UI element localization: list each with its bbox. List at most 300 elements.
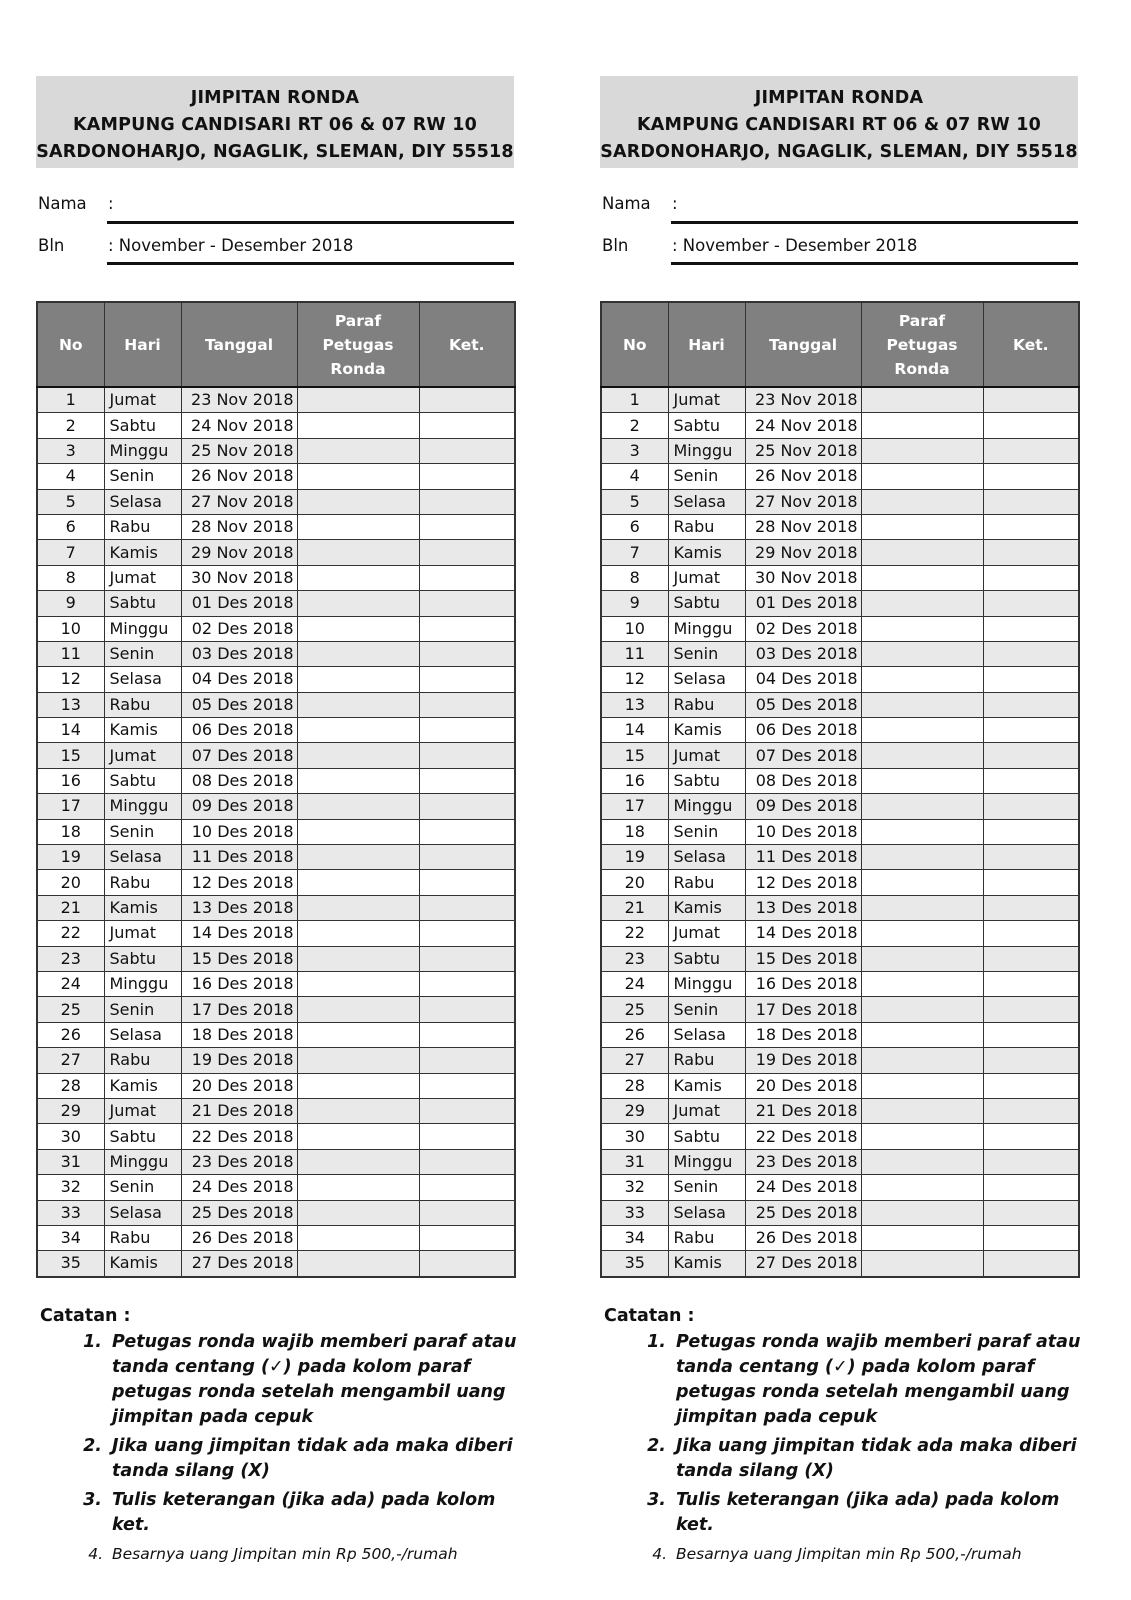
cell-ket[interactable]: [983, 1200, 1079, 1225]
cell-paraf[interactable]: [861, 591, 983, 616]
cell-tanggal: 25 Des 2018: [745, 1200, 861, 1225]
cell-tanggal: 25 Nov 2018: [181, 438, 297, 463]
cell-ket[interactable]: [419, 718, 515, 743]
cell-ket[interactable]: [419, 464, 515, 489]
cell-no: 21: [37, 895, 104, 920]
table-body: [601, 387, 1079, 1277]
cell-hari: Senin: [668, 1175, 745, 1200]
cell-ket[interactable]: [983, 1251, 1079, 1277]
cell-ket[interactable]: [419, 971, 515, 996]
cell-ket[interactable]: [983, 641, 1079, 666]
cell-ket[interactable]: [419, 1251, 515, 1277]
cell-hari: Minggu: [668, 616, 745, 641]
cell-no: 18: [601, 819, 668, 844]
cell-hari: Kamis: [668, 1251, 745, 1277]
cell-no: 34: [601, 1225, 668, 1250]
cell-ket[interactable]: [419, 616, 515, 641]
cell-hari: Jumat: [104, 387, 181, 413]
cell-paraf[interactable]: [861, 641, 983, 666]
month-underline: [107, 262, 514, 265]
cell-paraf[interactable]: [861, 870, 983, 895]
name-label: Nama: [602, 194, 651, 213]
table-row: [37, 845, 515, 870]
table-row: [37, 768, 515, 793]
cell-no: 27: [601, 1048, 668, 1073]
table-row: [37, 667, 515, 692]
cell-paraf[interactable]: [861, 387, 983, 413]
cell-no: 12: [37, 667, 104, 692]
cell-hari: Minggu: [104, 1149, 181, 1174]
cell-ket[interactable]: [983, 692, 1079, 717]
cell-hari: Kamis: [104, 540, 181, 565]
cell-paraf[interactable]: [297, 819, 419, 844]
table-row: [37, 413, 515, 438]
cell-ket[interactable]: [419, 768, 515, 793]
cell-tanggal: 02 Des 2018: [181, 616, 297, 641]
cell-hari: Kamis: [104, 1251, 181, 1277]
cell-paraf[interactable]: [297, 514, 419, 539]
cell-ket[interactable]: [983, 870, 1079, 895]
table-row: [601, 692, 1079, 717]
cell-paraf[interactable]: [297, 946, 419, 971]
cell-paraf[interactable]: [861, 819, 983, 844]
cell-ket[interactable]: [983, 413, 1079, 438]
cell-paraf[interactable]: [297, 1073, 419, 1098]
cell-ket[interactable]: [419, 692, 515, 717]
cell-paraf[interactable]: [297, 565, 419, 590]
cell-paraf[interactable]: [297, 413, 419, 438]
cell-hari: Minggu: [668, 794, 745, 819]
cell-ket[interactable]: [983, 1175, 1079, 1200]
cell-ket[interactable]: [983, 387, 1079, 413]
cell-hari: Sabtu: [668, 413, 745, 438]
cell-ket[interactable]: [983, 1048, 1079, 1073]
table-row: [601, 667, 1079, 692]
cell-paraf[interactable]: [861, 540, 983, 565]
table-row: [601, 895, 1079, 920]
cell-ket[interactable]: [419, 845, 515, 870]
cell-paraf[interactable]: [861, 1048, 983, 1073]
header-title: JIMPITAN RONDA: [190, 88, 360, 108]
cell-ket[interactable]: [419, 1048, 515, 1073]
cell-paraf[interactable]: [297, 1022, 419, 1047]
cell-paraf[interactable]: [297, 1225, 419, 1250]
table-row: [37, 819, 515, 844]
cell-paraf[interactable]: [861, 768, 983, 793]
table-header-row: [601, 302, 1079, 387]
cell-paraf[interactable]: [297, 718, 419, 743]
cell-ket[interactable]: [419, 1175, 515, 1200]
cell-tanggal: 07 Des 2018: [745, 743, 861, 768]
cell-tanggal: 03 Des 2018: [745, 641, 861, 666]
cell-paraf[interactable]: [297, 794, 419, 819]
cell-paraf[interactable]: [861, 794, 983, 819]
cell-tanggal: 10 Des 2018: [745, 819, 861, 844]
cell-ket[interactable]: [983, 667, 1079, 692]
note-item: 1. Petugas ronda wajib memberi paraf atau tanda centang (✓) pada kolom paraf petugas ronda setelah mengambil uang jimpitan pada cepuk: [672, 1330, 1084, 1430]
table-row: [601, 1149, 1079, 1174]
cell-hari: Selasa: [104, 1200, 181, 1225]
cell-hari: Jumat: [104, 743, 181, 768]
cell-ket[interactable]: [983, 997, 1079, 1022]
cell-ket[interactable]: [983, 565, 1079, 590]
cell-ket[interactable]: [983, 540, 1079, 565]
name-field[interactable]: :: [672, 194, 678, 213]
cell-paraf[interactable]: [297, 591, 419, 616]
table-row: [37, 718, 515, 743]
cell-hari: Senin: [668, 641, 745, 666]
cell-ket[interactable]: [983, 1225, 1079, 1250]
cell-hari: Jumat: [104, 1098, 181, 1123]
table-row: [601, 1124, 1079, 1149]
cell-no: 22: [601, 921, 668, 946]
cell-hari: Senin: [668, 464, 745, 489]
cell-paraf[interactable]: [297, 1200, 419, 1225]
cell-ket[interactable]: [419, 641, 515, 666]
cell-ket[interactable]: [419, 794, 515, 819]
table-row: [37, 1149, 515, 1174]
cell-ket[interactable]: [983, 591, 1079, 616]
cell-paraf[interactable]: [861, 692, 983, 717]
jimpitan-table: [600, 301, 1080, 1278]
cell-paraf[interactable]: [297, 743, 419, 768]
table-row: [601, 870, 1079, 895]
table-row: [37, 1251, 515, 1277]
notes-title: Catatan :: [40, 1306, 131, 1326]
cell-no: 6: [601, 514, 668, 539]
cell-paraf[interactable]: [297, 489, 419, 514]
cell-hari: Kamis: [668, 718, 745, 743]
cell-ket[interactable]: [983, 819, 1079, 844]
table-row: [601, 1225, 1079, 1250]
cell-ket[interactable]: [419, 1149, 515, 1174]
table-row: [37, 743, 515, 768]
cell-paraf[interactable]: [861, 438, 983, 463]
cell-tanggal: 05 Des 2018: [745, 692, 861, 717]
cell-tanggal: 10 Des 2018: [181, 819, 297, 844]
cell-paraf[interactable]: [297, 438, 419, 463]
cell-paraf[interactable]: [861, 413, 983, 438]
cell-hari: Rabu: [668, 1048, 745, 1073]
cell-tanggal: 13 Des 2018: [181, 895, 297, 920]
cell-hari: Selasa: [104, 845, 181, 870]
cell-ket[interactable]: [419, 895, 515, 920]
cell-paraf[interactable]: [297, 895, 419, 920]
header-no: No: [37, 302, 104, 387]
cell-paraf[interactable]: [297, 845, 419, 870]
cell-paraf[interactable]: [861, 1073, 983, 1098]
table-row: [37, 489, 515, 514]
cell-no: 27: [37, 1048, 104, 1073]
cell-no: 9: [37, 591, 104, 616]
cell-ket[interactable]: [419, 667, 515, 692]
cell-paraf[interactable]: [861, 1225, 983, 1250]
cell-no: 30: [37, 1124, 104, 1149]
note-item: 3. Tulis keterangan (jika ada) pada kolom ket.: [672, 1488, 1084, 1538]
cell-ket[interactable]: [983, 464, 1079, 489]
cell-no: 31: [601, 1149, 668, 1174]
table-row: [37, 1175, 515, 1200]
cell-no: 17: [601, 794, 668, 819]
table-row: [37, 464, 515, 489]
cell-tanggal: 02 Des 2018: [745, 616, 861, 641]
note-item: 1. Petugas ronda wajib memberi paraf atau tanda centang (✓) pada kolom paraf petugas ronda setelah mengambil uang jimpitan pada cepuk: [108, 1330, 520, 1430]
cell-no: 33: [601, 1200, 668, 1225]
cell-paraf[interactable]: [861, 1022, 983, 1047]
table-body: [37, 387, 515, 1277]
cell-ket[interactable]: [419, 540, 515, 565]
cell-no: 16: [37, 768, 104, 793]
cell-ket[interactable]: [419, 1098, 515, 1123]
cell-no: 24: [601, 971, 668, 996]
note-item: 3. Tulis keterangan (jika ada) pada kolom ket.: [108, 1488, 520, 1538]
cell-hari: Rabu: [668, 870, 745, 895]
cell-ket[interactable]: [419, 514, 515, 539]
cell-tanggal: 30 Nov 2018: [181, 565, 297, 590]
cell-paraf[interactable]: [297, 971, 419, 996]
cell-no: 19: [601, 845, 668, 870]
cell-tanggal: 26 Nov 2018: [181, 464, 297, 489]
cell-paraf[interactable]: [297, 1124, 419, 1149]
table-row: [37, 641, 515, 666]
cell-paraf[interactable]: [297, 1048, 419, 1073]
cell-paraf[interactable]: [297, 921, 419, 946]
cell-hari: Selasa: [104, 489, 181, 514]
cell-no: 5: [37, 489, 104, 514]
cell-paraf[interactable]: [861, 565, 983, 590]
cell-ket[interactable]: [419, 921, 515, 946]
cell-hari: Rabu: [104, 1048, 181, 1073]
cell-hari: Senin: [104, 997, 181, 1022]
table-row: [37, 971, 515, 996]
cell-ket[interactable]: [419, 870, 515, 895]
cell-ket[interactable]: [983, 895, 1079, 920]
cell-ket[interactable]: [983, 489, 1079, 514]
cell-hari: Sabtu: [668, 591, 745, 616]
cell-ket[interactable]: [983, 514, 1079, 539]
table-row: [601, 489, 1079, 514]
cell-hari: Minggu: [668, 971, 745, 996]
cell-no: 4: [601, 464, 668, 489]
cell-ket[interactable]: [419, 819, 515, 844]
cell-ket[interactable]: [419, 946, 515, 971]
cell-paraf[interactable]: [297, 387, 419, 413]
cell-paraf[interactable]: [861, 1200, 983, 1225]
cell-paraf[interactable]: [297, 870, 419, 895]
cell-no: 31: [37, 1149, 104, 1174]
cell-paraf[interactable]: [861, 616, 983, 641]
cell-ket[interactable]: [983, 921, 1079, 946]
cell-hari: Senin: [104, 464, 181, 489]
cell-hari: Minggu: [104, 794, 181, 819]
cell-ket[interactable]: [983, 718, 1079, 743]
cell-paraf[interactable]: [861, 743, 983, 768]
header-address: SARDONOHARJO, NGAGLIK, SLEMAN, DIY 55518: [36, 142, 514, 162]
cell-hari: Sabtu: [104, 768, 181, 793]
cell-ket[interactable]: [419, 1022, 515, 1047]
cell-hari: Rabu: [104, 514, 181, 539]
cell-tanggal: 17 Des 2018: [745, 997, 861, 1022]
cell-no: 8: [37, 565, 104, 590]
cell-ket[interactable]: [419, 1225, 515, 1250]
cell-no: 17: [37, 794, 104, 819]
cell-tanggal: 25 Des 2018: [181, 1200, 297, 1225]
cell-paraf[interactable]: [297, 1098, 419, 1123]
cell-paraf[interactable]: [297, 768, 419, 793]
cell-ket[interactable]: [983, 1022, 1079, 1047]
cell-paraf[interactable]: [297, 692, 419, 717]
cell-paraf[interactable]: [297, 464, 419, 489]
cell-paraf[interactable]: [861, 921, 983, 946]
cell-ket[interactable]: [419, 1124, 515, 1149]
cell-no: 5: [601, 489, 668, 514]
cell-ket[interactable]: [419, 997, 515, 1022]
cell-ket[interactable]: [983, 438, 1079, 463]
cell-no: 7: [37, 540, 104, 565]
cell-paraf[interactable]: [297, 997, 419, 1022]
cell-paraf[interactable]: [297, 641, 419, 666]
cell-paraf[interactable]: [297, 540, 419, 565]
cell-tanggal: 28 Nov 2018: [745, 514, 861, 539]
table-row: [37, 1073, 515, 1098]
cell-paraf[interactable]: [297, 1175, 419, 1200]
header-ket: Ket.: [419, 302, 515, 387]
cell-ket[interactable]: [419, 743, 515, 768]
cell-ket[interactable]: [983, 946, 1079, 971]
cell-hari: Senin: [668, 997, 745, 1022]
cell-ket[interactable]: [983, 971, 1079, 996]
table-row: [601, 1200, 1079, 1225]
cell-hari: Selasa: [668, 489, 745, 514]
cell-hari: Sabtu: [668, 946, 745, 971]
cell-paraf[interactable]: [297, 616, 419, 641]
header-tanggal: Tanggal: [745, 302, 861, 387]
cell-paraf[interactable]: [297, 1251, 419, 1277]
table-row: [37, 616, 515, 641]
cell-tanggal: 23 Des 2018: [181, 1149, 297, 1174]
cell-no: 32: [601, 1175, 668, 1200]
cell-no: 15: [37, 743, 104, 768]
table-row: [601, 743, 1079, 768]
cell-no: 25: [601, 997, 668, 1022]
cell-ket[interactable]: [983, 768, 1079, 793]
cell-paraf[interactable]: [861, 514, 983, 539]
table-row: [601, 718, 1079, 743]
cell-ket[interactable]: [419, 565, 515, 590]
cell-tanggal: 01 Des 2018: [181, 591, 297, 616]
cell-hari: Sabtu: [104, 1124, 181, 1149]
table-row: [37, 540, 515, 565]
cell-tanggal: 30 Nov 2018: [745, 565, 861, 590]
cell-paraf[interactable]: [861, 895, 983, 920]
cell-ket[interactable]: [983, 1149, 1079, 1174]
cell-hari: Rabu: [104, 1225, 181, 1250]
cell-ket[interactable]: [983, 1124, 1079, 1149]
cell-hari: Jumat: [668, 387, 745, 413]
cell-ket[interactable]: [419, 489, 515, 514]
cell-no: 23: [601, 946, 668, 971]
cell-ket[interactable]: [983, 1098, 1079, 1123]
cell-paraf[interactable]: [297, 667, 419, 692]
header-address: SARDONOHARJO, NGAGLIK, SLEMAN, DIY 55518: [600, 142, 1078, 162]
cell-hari: Minggu: [104, 971, 181, 996]
table-row: [37, 387, 515, 413]
cell-ket[interactable]: [983, 743, 1079, 768]
table-row: [601, 794, 1079, 819]
cell-hari: Minggu: [668, 438, 745, 463]
cell-tanggal: 29 Nov 2018: [745, 540, 861, 565]
cell-no: 10: [601, 616, 668, 641]
cell-paraf[interactable]: [861, 946, 983, 971]
cell-no: 16: [601, 768, 668, 793]
cell-paraf[interactable]: [861, 1149, 983, 1174]
cell-ket[interactable]: [419, 1200, 515, 1225]
cell-ket[interactable]: [419, 413, 515, 438]
cell-paraf[interactable]: [861, 1098, 983, 1123]
cell-paraf[interactable]: [861, 464, 983, 489]
cell-paraf[interactable]: [861, 1124, 983, 1149]
cell-tanggal: 14 Des 2018: [181, 921, 297, 946]
cell-paraf[interactable]: [861, 971, 983, 996]
table-header-row: [37, 302, 515, 387]
cell-no: 29: [37, 1098, 104, 1123]
cell-tanggal: 22 Des 2018: [181, 1124, 297, 1149]
cell-tanggal: 16 Des 2018: [181, 971, 297, 996]
table-row: [37, 1200, 515, 1225]
cell-hari: Rabu: [668, 692, 745, 717]
cell-ket[interactable]: [983, 1073, 1079, 1098]
cell-tanggal: 24 Nov 2018: [745, 413, 861, 438]
cell-ket[interactable]: [983, 845, 1079, 870]
cell-paraf[interactable]: [861, 718, 983, 743]
cell-tanggal: 19 Des 2018: [181, 1048, 297, 1073]
cell-hari: Jumat: [104, 921, 181, 946]
cell-no: 3: [601, 438, 668, 463]
month-label: Bln: [38, 236, 65, 255]
cell-no: 7: [601, 540, 668, 565]
cell-paraf[interactable]: [861, 1251, 983, 1277]
cell-no: 11: [601, 641, 668, 666]
cell-tanggal: 06 Des 2018: [181, 718, 297, 743]
table-row: [37, 870, 515, 895]
cell-tanggal: 21 Des 2018: [181, 1098, 297, 1123]
cell-paraf[interactable]: [861, 845, 983, 870]
cell-ket[interactable]: [419, 438, 515, 463]
cell-ket[interactable]: [983, 794, 1079, 819]
cell-paraf[interactable]: [861, 997, 983, 1022]
table-row: [37, 692, 515, 717]
cell-tanggal: 20 Des 2018: [181, 1073, 297, 1098]
cell-ket[interactable]: [419, 1073, 515, 1098]
cell-no: 4: [37, 464, 104, 489]
cell-paraf[interactable]: [297, 1149, 419, 1174]
header-subtitle: KAMPUNG CANDISARI RT 06 & 07 RW 10: [73, 115, 477, 135]
cell-ket[interactable]: [419, 591, 515, 616]
cell-tanggal: 15 Des 2018: [745, 946, 861, 971]
cell-hari: Senin: [104, 1175, 181, 1200]
cell-ket[interactable]: [983, 616, 1079, 641]
table-row: [601, 1022, 1079, 1047]
note-item: 2. Jika uang jimpitan tidak ada maka diberi tanda silang (X): [108, 1434, 520, 1484]
cell-hari: Minggu: [668, 1149, 745, 1174]
cell-ket[interactable]: [419, 387, 515, 413]
name-field[interactable]: :: [108, 194, 114, 213]
cell-paraf[interactable]: [861, 489, 983, 514]
cell-paraf[interactable]: [861, 667, 983, 692]
cell-paraf[interactable]: [861, 1175, 983, 1200]
cell-tanggal: 26 Des 2018: [745, 1225, 861, 1250]
cell-tanggal: 11 Des 2018: [181, 845, 297, 870]
